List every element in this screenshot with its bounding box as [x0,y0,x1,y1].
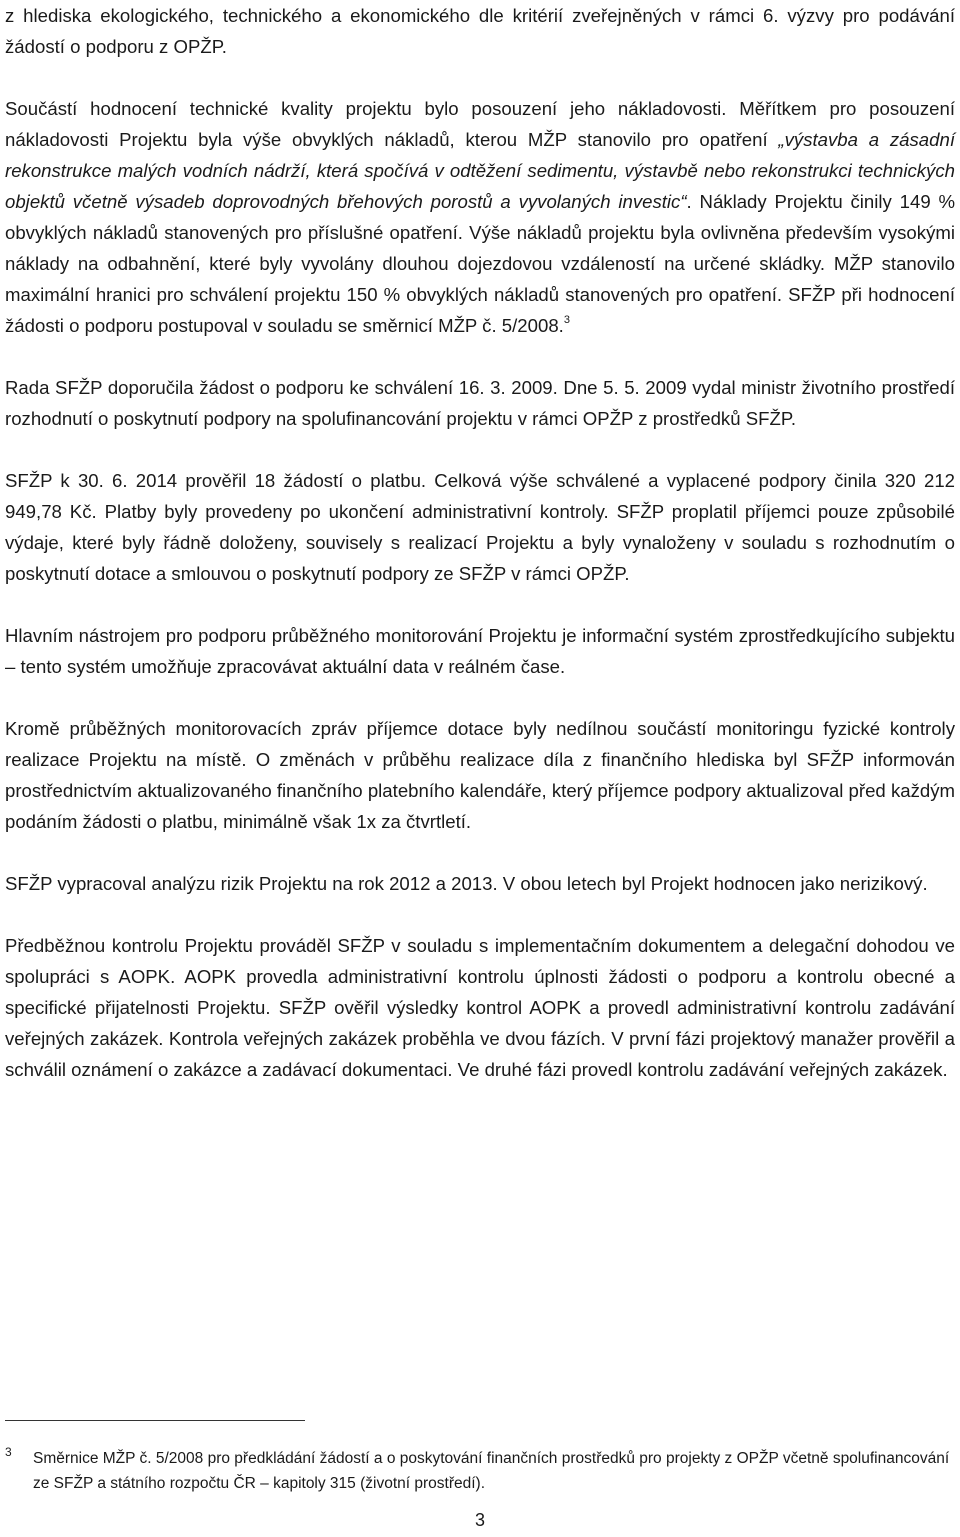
cost-assessment-text-start: Součástí hodnocení technické kvality projektu bylo posouzení jeho nákladovosti. Měřítkem pro posouzení nákladovosti Projektu byla výše obvyklých nákladů, kterou MŽP stanovilo pro opatření [5,98,955,150]
paragraph-cost-assessment [5,93,955,341]
footnote-number: 3 [5,1445,12,1459]
paragraph-risk-analysis: SFŽP vypracoval analýzu rizik Projektu na rok 2012 a 2013. V obou letech byl Projekt hodnocen jako nerizikový. [5,873,928,894]
paragraph-evaluation-criteria: z hlediska ekologického, technického a ekonomického dle kritérií zveřejněných v rámci 6. výzvy pro podávání žádostí o podporu z OPŽP. [5,5,955,57]
footnote-separator [5,1420,305,1421]
paragraph-payments: SFŽP k 30. 6. 2014 prověřil 18 žádostí o platbu. Celková výše schválené a vyplacené podpory činila 320 212 949,78 Kč. Platby byly provedeny po ukončení administrativní kontroly. SFŽP proplatil příjemci pouze způsobilé výdaje, které byly řádně doloženy, souvisely s realizací Projektu a byly vynaloženy v souladu s rozhodnutím o poskytnutí dotace a smlouvou o poskytnutí podpory ze SFŽP v rámci OPŽP. [5,470,955,584]
paragraph-approval: Rada SFŽP doporučila žádost o podporu ke schválení 16. 3. 2009. Dne 5. 5. 2009 vydal ministr životního prostředí rozhodnutí o poskytnutí podpory na spolufinancování projektu v rámci OPŽP z prostředků SFŽP. [5,377,955,429]
footnote-text: Směrnice MŽP č. 5/2008 pro předkládání žádostí a o poskytování finančních prostředků pro projekty z OPŽP včetně spolufinancování ze SFŽP a státního rozpočtu ČR – kapitoly 315 (životní prostředí). [33,1450,950,1492]
cost-assessment-text-end: . Náklady Projektu činily 149 % obvyklých nákladů stanovených pro příslušné opatření. Výše nákladů projektu byla ovlivněna především vysokými náklady na odbahnění, které byly vyvolány dlouhou dojezdovou vzdáleností na určené skládky. MŽP stanovilo maximální hranici pro schválení projektu 150 % obvyklých nákladů stanovených pro opatření. SFŽP při hodnocení žádosti o podporu postupoval v souladu se směrnicí MŽP č. 5/2008. [5,191,955,336]
footnote-reference[interactable]: 3 [563,313,570,326]
document-body [5,0,955,1085]
footnote [5,1446,955,1496]
paragraph-monitoring-system: Hlavním nástrojem pro podporu průběžného monitorování Projektu je informační systém zprostředkujícího subjektu – tento systém umožňuje zpracovávat aktuální data v reálném čase. [5,625,955,677]
page-number: 3 [474,1510,485,1530]
paragraph-monitoring-reports: Kromě průběžných monitorovacích zpráv příjemce dotace byly nedílnou součástí monitoringu fyzické kontroly realizace Projektu na místě. O změnách v průběhu realizace díla z finančního hlediska byl SFŽP informován prostřednictvím aktualizovaného finančního platebního kalendáře, který příjemce podpory aktualizoval před každým podáním žádosti o platbu, minimálně však 1x za čtvrtletí. [5,718,955,832]
measure-title-italic: „výstavba a zásadní rekonstrukce malých vodních nádrží, která spočívá v odtěžení sedimentu, výstavbě nebo rekonstrukci technických objektů včetně výsadeb doprovodných břehových porostů a vyvolaných investic“ [5,129,955,212]
paragraph-preliminary-control: Předběžnou kontrolu Projektu prováděl SFŽP v souladu s implementačním dokumentem a delegační dohodou ve spolupráci s AOPK. AOPK provedla administrativní kontrolu úplnosti žádosti o podporu a kontrolu obecné a specifické přijatelnosti Projektu. SFŽP ověřil výsledky kontrol AOPK a provedl administrativní kontrolu zadávání veřejných zakázek. Kontrola veřejných zakázek proběhla ve dvou fázích. V první fázi projektový manažer prověřil a schválil oznámení o zakázce a zadávací dokumentaci. Ve druhé fázi provedl kontrolu zadávání veřejných zakázek. [5,935,955,1080]
